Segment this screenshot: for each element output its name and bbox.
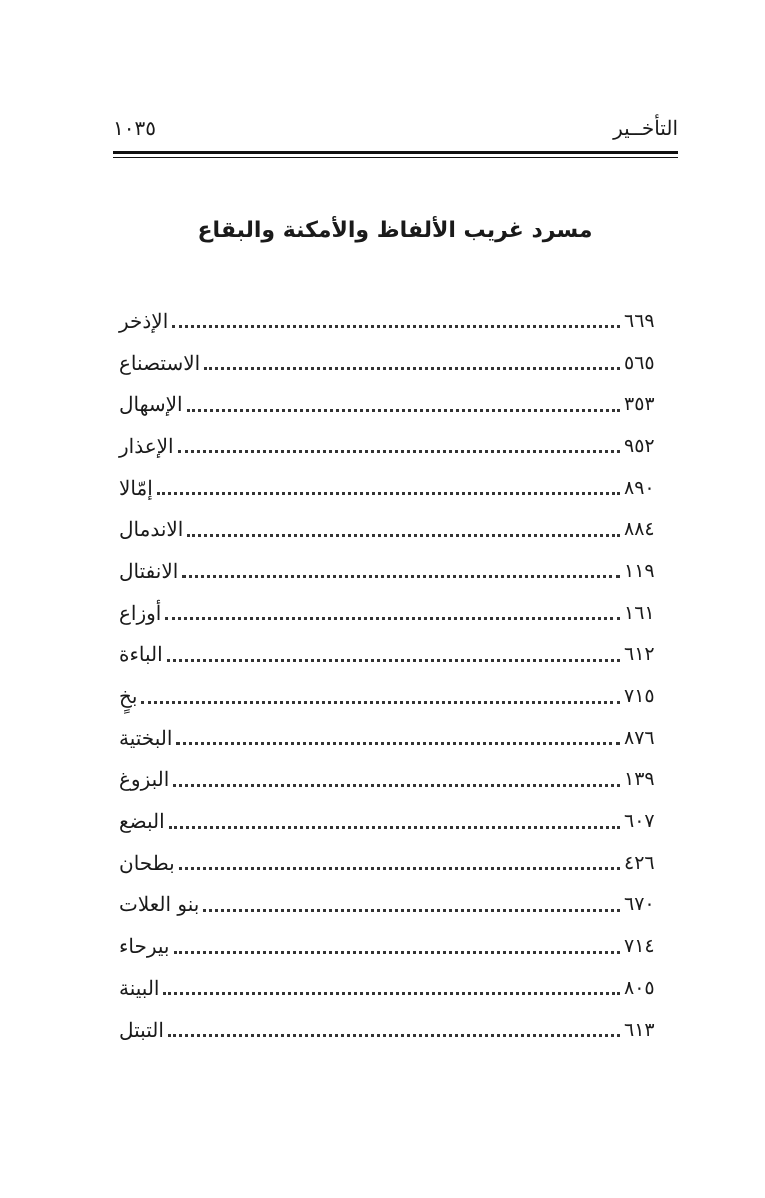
index-entry (113, 759, 678, 801)
index-entry (113, 1009, 678, 1051)
index-term: بخٍ (119, 684, 138, 709)
dot-leader (187, 409, 620, 412)
dot-leader (165, 617, 620, 620)
index-term: الاستصناع (119, 350, 201, 375)
dot-leader (179, 867, 620, 870)
index-term: التبتل (119, 1017, 164, 1042)
index-entry (113, 467, 678, 509)
header-rule-thick (113, 151, 678, 154)
index-term: أوزاع (119, 600, 162, 625)
index-page: ١١٩ (624, 559, 655, 582)
index-page: ٨٠٥ (624, 976, 655, 999)
dot-leader (141, 701, 620, 704)
index-term: البختية (119, 725, 173, 750)
dot-leader (204, 367, 620, 370)
dot-leader (163, 992, 620, 995)
index-page: ٨٨٤ (624, 518, 655, 541)
index-term: الباءة (119, 642, 163, 667)
index-term: بيرحاء (119, 934, 170, 959)
dot-leader (157, 492, 620, 495)
index-entry (113, 967, 678, 1009)
index-entry (113, 383, 678, 425)
index-page: ٦١٣ (624, 1018, 655, 1041)
index-entry (113, 800, 678, 842)
dot-leader (173, 784, 620, 787)
index-entry (113, 717, 678, 759)
dot-leader (187, 534, 620, 537)
dot-leader (203, 909, 620, 912)
index-page: ٥٦٥ (624, 351, 655, 374)
index-term: الإسهال (119, 392, 183, 417)
index-term: البزوغ (119, 767, 170, 792)
index-entry (113, 592, 678, 634)
dot-leader (174, 951, 621, 954)
index-term: بنو العلات (119, 892, 200, 917)
index-entry (113, 425, 678, 467)
index-entry (113, 342, 678, 384)
dot-leader (182, 575, 620, 578)
index-page: ٨٧٦ (624, 726, 655, 749)
index-entry (113, 634, 678, 676)
running-header (113, 112, 678, 142)
index-entry (113, 925, 678, 967)
index-page: ٣٥٣ (624, 393, 655, 416)
dot-leader (167, 659, 620, 662)
index-page: ٦١٢ (624, 643, 655, 666)
index-term: الإعذار (119, 433, 174, 458)
running-title: التأخــير (613, 116, 678, 140)
index-entry (113, 842, 678, 884)
index-term: بطحان (119, 850, 175, 875)
index-page: ٨٩٠ (624, 476, 655, 499)
index-term: إمّالا (119, 475, 153, 500)
dot-leader (176, 742, 620, 745)
index-term: البينة (119, 975, 160, 1000)
index-page: ١٦١ (624, 601, 655, 624)
index-page: ١٣٩ (624, 768, 655, 791)
index-term: الاندمال (119, 517, 184, 542)
index-entry (113, 550, 678, 592)
index-page: ٩٥٢ (624, 434, 655, 457)
header-rule-thin (113, 157, 678, 158)
section-title: مسرد غريب الألفاظ والأمكنة والبقاع (197, 218, 593, 243)
index-page: ٦٠٧ (624, 810, 655, 833)
index-term: الإذخر (119, 308, 169, 333)
index-entry (113, 508, 678, 550)
dot-leader (172, 325, 620, 328)
index-page: ٦٦٩ (624, 309, 655, 332)
index-entry (113, 300, 678, 342)
index-page: ٦٧٠ (624, 893, 655, 916)
index-list (113, 300, 678, 1050)
index-page: ٤٢٦ (624, 851, 655, 874)
index-term: الانفتال (119, 558, 179, 583)
dot-leader (168, 1034, 620, 1037)
page-number: ١٠٣٥ (113, 116, 156, 140)
index-page: ٧١٤ (624, 935, 655, 958)
index-page: ٧١٥ (624, 685, 655, 708)
dot-leader (169, 826, 620, 829)
dot-leader (178, 450, 620, 453)
index-term: البضع (119, 809, 165, 834)
index-entry (113, 884, 678, 926)
index-entry (113, 675, 678, 717)
